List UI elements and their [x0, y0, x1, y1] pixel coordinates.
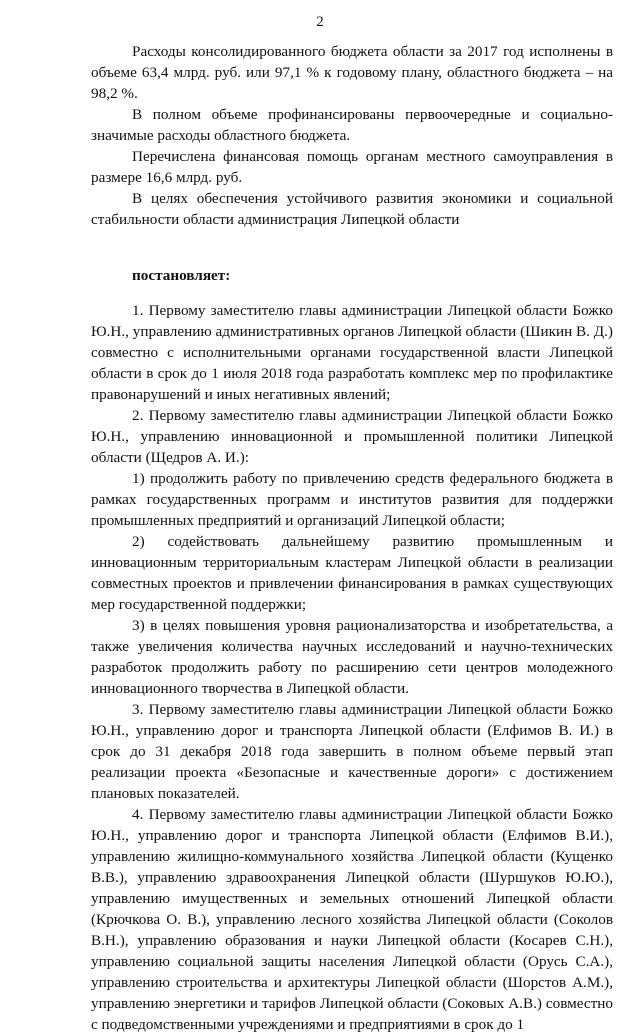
- clause-1: 1. Первому заместителю главы администрации Липецкой области Божко Ю.Н., управлению административных органов Липецкой области (Шикин В. Д.) совместно с исполнительными органами государственной власти Липецкой области в срок до 1 июля 2018 года разработать комплекс мер по профилактике правонарушений и иных негативных явлений;: [91, 302, 613, 403]
- paragraph-financial-aid: Перечислена финансовая помощь органам местного самоуправления в размере 16,6 млрд. руб.: [91, 148, 613, 186]
- clause-2-sub-1: 1) продолжить работу по привлечению средств федерального бюджета в рамках государственных программ и институтов развития для поддержки промышленных предприятий и организаций Липецкой области;: [91, 470, 613, 529]
- clause-4: 4. Первому заместителю главы администрации Липецкой области Божко Ю.Н., управлению дорог и транспорта Липецкой области (Елфимов В.И.), управлению жилищно-коммунального хозяйства Липецкой области (Кущенко В.В.), управлению здравоохранения Липецкой области (Шуршуков Ю.Ю.), управлению имущественных и земельных отношений Липецкой области (Крючкова О. В.), управлению лесного хозяйства Липецкой области (Соколов В.Н.), управлению образования и науки Липецкой области (Косарев С.Н.), управлению социальной защиты населения Липецкой области (Орусь С.А.), управлению строительства и архитектуры Липецкой области (Шорстов А.М.), управлению энергетики и тарифов Липецкой области (Соковых А.В.) совместно с подведомственными учреждениями и предприятиями в срок до 1: [91, 806, 613, 1033]
- clause-2: 2. Первому заместителю главы администрации Липецкой области Божко Ю.Н., управлению инновационной и промышленной политики Липецкой области (Щедров А. И.):: [91, 407, 613, 466]
- clause-2-sub-3: 3) в целях повышения уровня рационализаторства и изобретательства, а также увеличения количества научных исследований и научно-технических разработок продолжить работу по расширению сети центров молодежного инновационного творчества в Липецкой области.: [91, 617, 613, 697]
- decree-heading: постановляет:: [132, 267, 231, 284]
- page-number: 2: [316, 14, 324, 30]
- paragraph-budget-execution: Расходы консолидированного бюджета области за 2017 год исполнены в объеме 63,4 млрд. руб. или 97,1 % к годовому плану, областного бюджета – на 98,2 %.: [91, 43, 613, 102]
- clause-2-sub-2: 2) содействовать дальнейшему развитию промышленным и инновационным территориальным кластерам Липецкой области в реализации совместных проектов и привлечении финансирования в рамках существующих мер государственной поддержки;: [91, 533, 613, 613]
- paragraph-priority-expenses: В полном объеме профинансированы первоочередные и социально-значимые расходы областного бюджета.: [91, 106, 613, 144]
- paragraph-preamble: В целях обеспечения устойчивого развития экономики и социальной стабильности области администрация Липецкой области: [91, 190, 613, 228]
- clause-3: 3. Первому заместителю главы администрации Липецкой области Божко Ю.Н., управлению дорог и транспорта Липецкой области (Елфимов В. И.) в срок до 31 декабря 2018 года завершить в полном объеме первый этап реализации проекта «Безопасные и качественные дороги» с достижением плановых показателей.: [91, 701, 613, 802]
- document-body: [91, 41, 613, 1035]
